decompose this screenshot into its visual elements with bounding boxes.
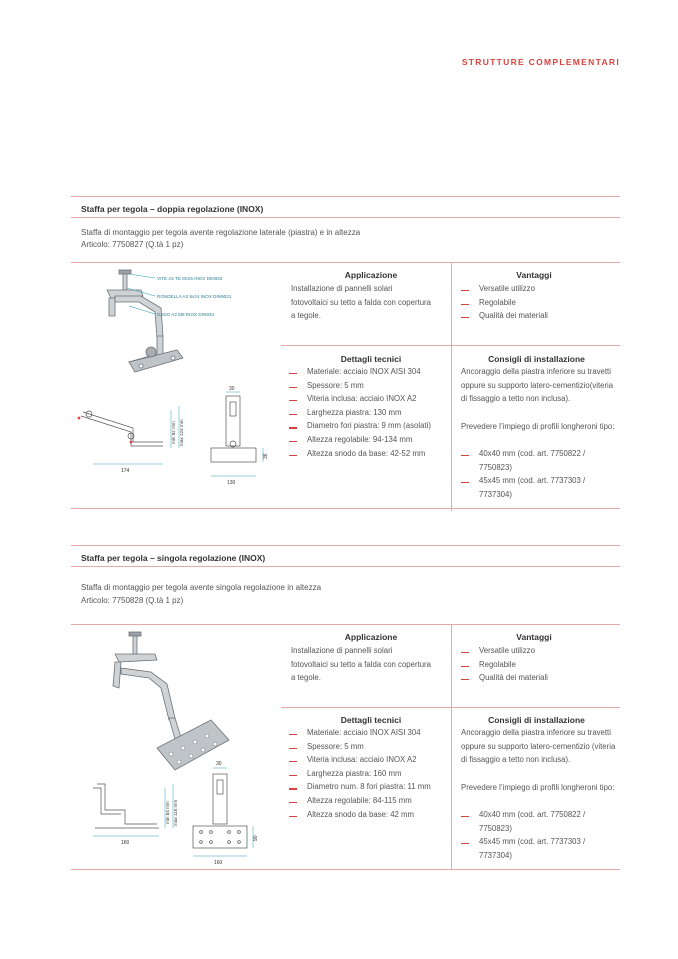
section-title: Staffa per tegola – singola regolazione (INOX): [81, 553, 266, 563]
column-divider: [451, 707, 452, 869]
list-item: Regolabile: [461, 296, 611, 310]
column-divider: [451, 262, 452, 345]
list-item: Larghezza piastra: 130 mm: [289, 406, 449, 420]
dim-front-width: 160: [214, 860, 223, 866]
list-item: Spessore: 5 mm: [289, 740, 451, 754]
dettagli-list: [289, 726, 451, 821]
list-item: Viteria inclusa: acciaio INOX A2: [289, 392, 449, 406]
column-divider: [451, 345, 452, 511]
consigli-text-2: Prevedere l’impiego di profili longheroni tipo:: [461, 422, 615, 431]
callout-screw: VITE A2 TE 8X25 INOX DIN933: [157, 276, 223, 281]
dim-front-top: 30: [216, 761, 222, 767]
list-item: 45x45 mm (cod. art. 7737303 / 7737304): [461, 835, 616, 862]
product-illustration: [71, 628, 281, 868]
vantaggi-title: Vantaggi: [516, 632, 552, 642]
dim-front-side: 36: [263, 453, 269, 459]
divider: [71, 217, 620, 218]
divider: [71, 624, 620, 625]
section-description: Staffa di montaggio per tegola avente regolazione laterale (piastra) e in altezza: [81, 228, 361, 237]
dim-side-min: min 84 mm: [165, 801, 170, 824]
dettagli-title: Dettagli tecnici: [340, 715, 402, 725]
vantaggi-title: Vantaggi: [516, 270, 552, 280]
side-view-drawing: [81, 411, 163, 446]
consigli-text-2: Prevedere l’impiego di profili longheroni tipo:: [461, 783, 615, 792]
list-item: Altezza snodo da base: 42-52 mm: [289, 447, 449, 461]
divider: [71, 566, 620, 567]
list-item: Altezza regolabile: 84-115 mm: [289, 794, 451, 808]
divider: [71, 262, 620, 263]
consigli-text: Ancoraggio della piastra inferiore su travetti oppure su supporto latero-cementizio (viteria di fissaggio a tetto non inclusa).: [461, 728, 616, 765]
vantaggi-list: [461, 282, 611, 323]
dim-side-width: 160: [121, 840, 130, 846]
bracket-3d-drawing: [113, 632, 229, 770]
product-section-double-adjustment: [71, 196, 620, 511]
list-item: Altezza regolabile: 94-134 mm: [289, 433, 449, 447]
list-item: Larghezza piastra: 160 mm: [289, 767, 451, 781]
applicazione-text: Installazione di pannelli solari fotovoltaici su tetto a falda con copertura a tegole.: [291, 646, 431, 683]
divider: [71, 869, 620, 870]
column-divider: [451, 624, 452, 707]
list-item: Regolabile: [461, 658, 611, 672]
list-item: 40x40 mm (cod. art. 7750822 / 7750823): [461, 808, 616, 835]
list-item: Qualità dei materiali: [461, 309, 611, 323]
bracket-3d-drawing: [107, 270, 183, 372]
dim-side-width: 174: [121, 468, 130, 474]
dim-front-top: 30: [229, 386, 235, 392]
article-code: Articolo: 7750827 (Q.tà 1 pz): [81, 240, 184, 249]
front-view-drawing: [211, 396, 256, 462]
dettagli-list: [289, 365, 449, 460]
consigli-text: Ancoraggio della piastra inferiore su travetti oppure su supporto latero-cementizio(viteria di fissaggio a tetto non inclusa).: [461, 367, 614, 404]
consigli-list: [461, 808, 616, 862]
vantaggi-list: [461, 644, 611, 685]
side-view-drawing: [93, 784, 159, 828]
list-item: 40x40 mm (cod. art. 7750822 / 7750823): [461, 447, 616, 474]
dim-side-max: max 124 mm: [179, 419, 184, 446]
article-code: Articolo: 7750828 (Q.tà 1 pz): [81, 596, 184, 605]
dim-front-width: 130: [227, 480, 236, 486]
list-item: Viteria inclusa: acciaio INOX A2: [289, 753, 451, 767]
divider: [71, 508, 620, 509]
list-item: Versatile utilizzo: [461, 282, 611, 296]
section-title: Staffa per tegola – doppia regolazione (INOX): [81, 204, 264, 214]
divider: [71, 196, 620, 197]
front-view-drawing: [193, 774, 247, 848]
list-item: Altezza snodo da base: 42 mm: [289, 808, 451, 822]
list-item: Spessore: 5 mm: [289, 379, 449, 393]
list-item: Materiale: acciaio INOX AISI 304: [289, 726, 451, 740]
list-item: 45x45 mm (cod. art. 7737303 / 7737304): [461, 474, 616, 501]
list-item: Diametro fori piastra: 9 mm (asolati): [289, 419, 449, 433]
callout-washer: RONDELLA A2 8x24 INOX DIN9021: [157, 294, 232, 299]
dim-side-min: min 82 mm: [171, 421, 176, 444]
list-item: Materiale: acciaio INOX AISI 304: [289, 365, 449, 379]
consigli-title: Consigli di installazione: [488, 715, 585, 725]
list-item: Versatile utilizzo: [461, 644, 611, 658]
callout-nut: DADO A2 M8 INOX DIN934: [157, 312, 214, 317]
product-illustration: [71, 266, 281, 496]
section-description: Staffa di montaggio per tegola avente singola regolazione in altezza: [81, 583, 322, 592]
applicazione-title: Applicazione: [344, 632, 398, 642]
applicazione-title: Applicazione: [344, 270, 398, 280]
page-section-label: STRUTTURE COMPLEMENTARI: [461, 57, 620, 67]
list-item: Diametro num. 8 fori piastra: 11 mm: [289, 780, 451, 794]
consigli-list: [461, 447, 616, 501]
dim-front-side: 90: [253, 835, 259, 841]
consigli-title: Consigli di installazione: [488, 354, 585, 364]
applicazione-text: Installazione di pannelli solari fotovoltaici su tetto a falda con copertura a tegole.: [291, 284, 431, 321]
dettagli-title: Dettagli tecnici: [340, 354, 402, 364]
product-section-single-adjustment: [71, 545, 620, 875]
divider: [71, 545, 620, 546]
list-item: Qualità dei materiali: [461, 671, 611, 685]
dim-side-max: max 115 mm: [173, 799, 178, 826]
